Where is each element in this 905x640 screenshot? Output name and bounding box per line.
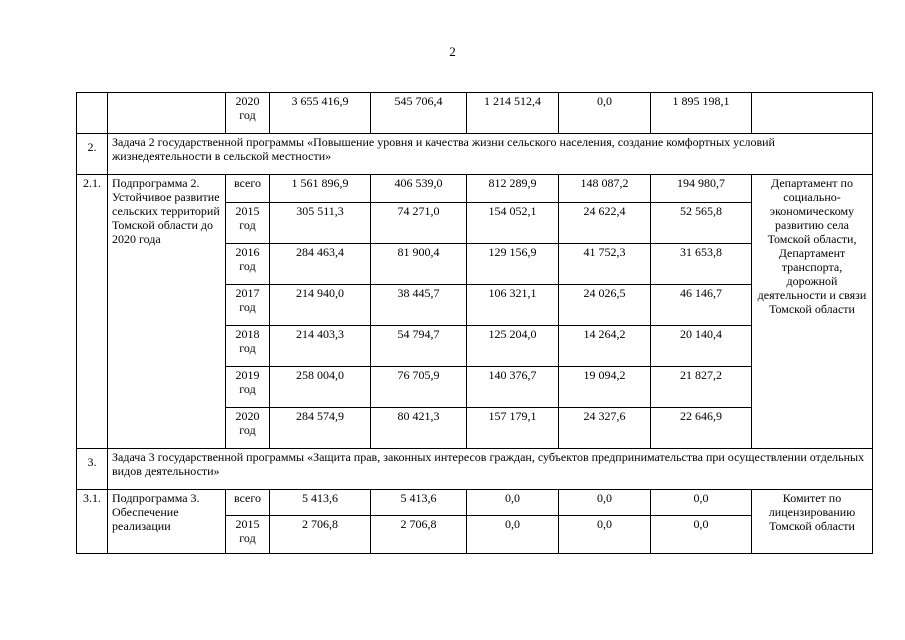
value-regional: 812 289,9 <box>467 175 559 203</box>
value-local: 24 622,4 <box>559 203 651 244</box>
value-local: 19 094,2 <box>559 367 651 408</box>
value-local: 24 327,6 <box>559 408 651 449</box>
value-local: 41 752,3 <box>559 244 651 285</box>
year-cell: 2020 год <box>226 408 270 449</box>
value-regional: 125 204,0 <box>467 326 559 367</box>
value-local: 0,0 <box>559 516 651 554</box>
index-cell <box>77 93 108 134</box>
agency-cell <box>752 93 873 134</box>
value-local: 0,0 <box>559 490 651 516</box>
year-cell: 2017 год <box>226 285 270 326</box>
task-row <box>77 449 873 490</box>
value-regional: 140 376,7 <box>467 367 559 408</box>
value-federal: 76 705,9 <box>371 367 467 408</box>
value-federal: 406 539,0 <box>371 175 467 203</box>
value-federal: 54 794,7 <box>371 326 467 367</box>
value-total: 1 561 896,9 <box>270 175 371 203</box>
table-row <box>77 490 873 516</box>
subprogram-name: Подпрограмма 3. Обеспечение реализации <box>108 490 226 554</box>
value-regional: 129 156,9 <box>467 244 559 285</box>
value-regional: 1 214 512,4 <box>467 93 559 134</box>
subprogram-index: 2.1. <box>77 175 108 449</box>
value-total: 284 463,4 <box>270 244 371 285</box>
responsible-agency: Комитет по лицензированию Томской области <box>752 490 873 554</box>
year-cell: 2020 год <box>226 93 270 134</box>
value-total: 305 511,3 <box>270 203 371 244</box>
value-federal: 2 706,8 <box>371 516 467 554</box>
value-extrabudget: 1 895 198,1 <box>651 93 752 134</box>
table-row <box>77 175 873 203</box>
value-federal: 81 900,4 <box>371 244 467 285</box>
subprogram-name: Подпрограмма 2. Устойчивое развитие сельских территорий Томской области до 2020 года <box>108 175 226 449</box>
budget-table <box>76 92 873 554</box>
value-federal: 5 413,6 <box>371 490 467 516</box>
task-index: 2. <box>77 134 108 175</box>
year-cell: 2016 год <box>226 244 270 285</box>
value-regional: 0,0 <box>467 490 559 516</box>
value-local: 24 026,5 <box>559 285 651 326</box>
value-federal: 80 421,3 <box>371 408 467 449</box>
value-regional: 157 179,1 <box>467 408 559 449</box>
value-total: 3 655 416,9 <box>270 93 371 134</box>
value-total: 2 706,8 <box>270 516 371 554</box>
value-total: 214 940,0 <box>270 285 371 326</box>
value-extrabudget: 0,0 <box>651 490 752 516</box>
task-title: Задача 2 государственной программы «Повышение уровня и качества жизни сельского населения, создание комфортных условий жизнедеятельности в сельской местности» <box>108 134 873 175</box>
year-cell: 2018 год <box>226 326 270 367</box>
value-extrabudget: 0,0 <box>651 516 752 554</box>
value-extrabudget: 20 140,4 <box>651 326 752 367</box>
year-cell: 2015 год <box>226 516 270 554</box>
value-extrabudget: 194 980,7 <box>651 175 752 203</box>
value-extrabudget: 21 827,2 <box>651 367 752 408</box>
value-federal: 38 445,7 <box>371 285 467 326</box>
subprogram-index: 3.1. <box>77 490 108 554</box>
value-total: 214 403,3 <box>270 326 371 367</box>
value-federal: 74 271,0 <box>371 203 467 244</box>
year-cell: всего <box>226 490 270 516</box>
page-number: 2 <box>449 44 456 59</box>
task-index: 3. <box>77 449 108 490</box>
table-row <box>77 93 873 134</box>
program-cell <box>108 93 226 134</box>
year-cell: 2015 год <box>226 203 270 244</box>
value-local: 14 264,2 <box>559 326 651 367</box>
value-local: 148 087,2 <box>559 175 651 203</box>
value-total: 284 574,9 <box>270 408 371 449</box>
year-cell: 2019 год <box>226 367 270 408</box>
value-extrabudget: 22 646,9 <box>651 408 752 449</box>
value-local: 0,0 <box>559 93 651 134</box>
value-regional: 154 052,1 <box>467 203 559 244</box>
value-extrabudget: 31 653,8 <box>651 244 752 285</box>
task-row <box>77 134 873 175</box>
responsible-agency: Департамент по социально-экономическому развитию села Томской области, Департамент транспорта, дорожной деятельности и связи Томской области <box>752 175 873 449</box>
value-total: 258 004,0 <box>270 367 371 408</box>
task-title: Задача 3 государственной программы «Защита прав, законных интересов граждан, субъектов предпринимательства при осуществлении отдельных видов деятельности» <box>108 449 873 490</box>
value-total: 5 413,6 <box>270 490 371 516</box>
value-extrabudget: 52 565,8 <box>651 203 752 244</box>
year-cell: всего <box>226 175 270 203</box>
value-regional: 106 321,1 <box>467 285 559 326</box>
value-extrabudget: 46 146,7 <box>651 285 752 326</box>
value-federal: 545 706,4 <box>371 93 467 134</box>
value-regional: 0,0 <box>467 516 559 554</box>
